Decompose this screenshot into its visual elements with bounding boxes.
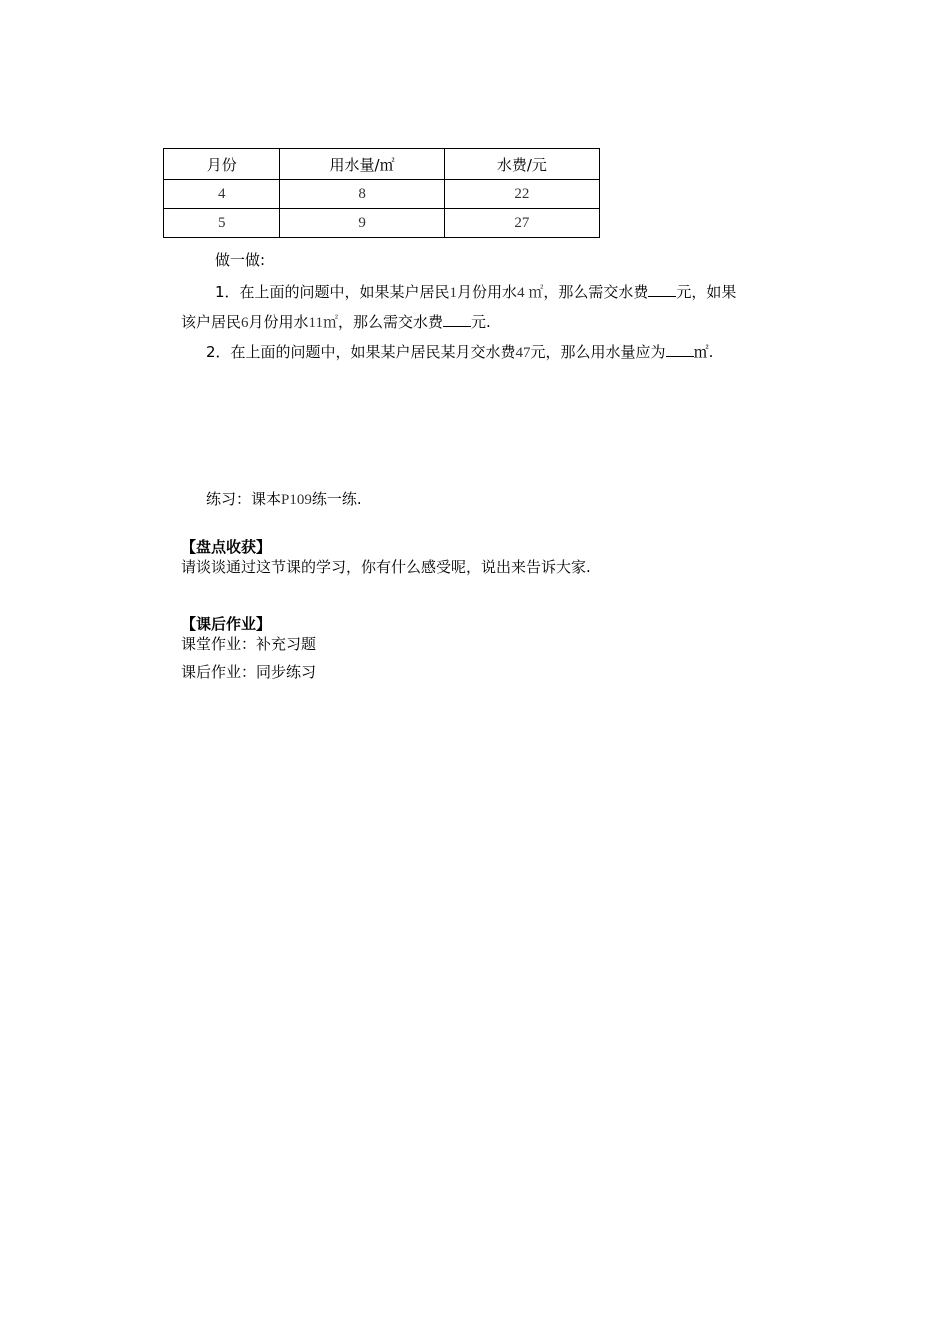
header-water-usage: 用水量/㎡: [280, 149, 444, 180]
answer-blank: [648, 282, 676, 297]
table-header-row: [164, 149, 600, 180]
question-2: 2．在上面的问题中，如果某户居民某月交水费47元，那么用水量应为 ㎡.: [206, 343, 714, 361]
cell-fee: 22: [444, 180, 599, 209]
practice-line: 练习：课本P109练一练.: [206, 490, 362, 508]
question-1-line-1: 1．在上面的问题中，如果某户居民1月份用水4 ㎡，那么需交水费 元，如果: [215, 283, 737, 301]
cell-month: 4: [164, 180, 280, 209]
homework-heading: 【课后作业】: [181, 615, 272, 633]
summary-heading: 【盘点收获】: [181, 538, 272, 556]
question-1-line-2: 该户居民6月份用水11㎡，那么需交水费 元.: [181, 313, 491, 331]
answer-blank: [443, 312, 471, 327]
header-water-fee: 水费/元: [444, 149, 599, 180]
water-fee-table: [163, 148, 600, 238]
summary-text: 请谈谈通过这节课的学习，你有什么感受呢，说出来告诉大家.: [181, 558, 591, 576]
cell-usage: 9: [280, 209, 444, 238]
table-row: [164, 209, 600, 238]
class-homework: 课堂作业：补充习题: [181, 635, 317, 653]
answer-blank: [666, 342, 694, 357]
do-it-title: 做一做:: [215, 251, 266, 269]
cell-usage: 8: [280, 180, 444, 209]
cell-month: 5: [164, 209, 280, 238]
table-row: [164, 180, 600, 209]
header-month: 月份: [164, 149, 280, 180]
after-class-homework: 课后作业：同步练习: [181, 663, 317, 681]
cell-fee: 27: [444, 209, 599, 238]
